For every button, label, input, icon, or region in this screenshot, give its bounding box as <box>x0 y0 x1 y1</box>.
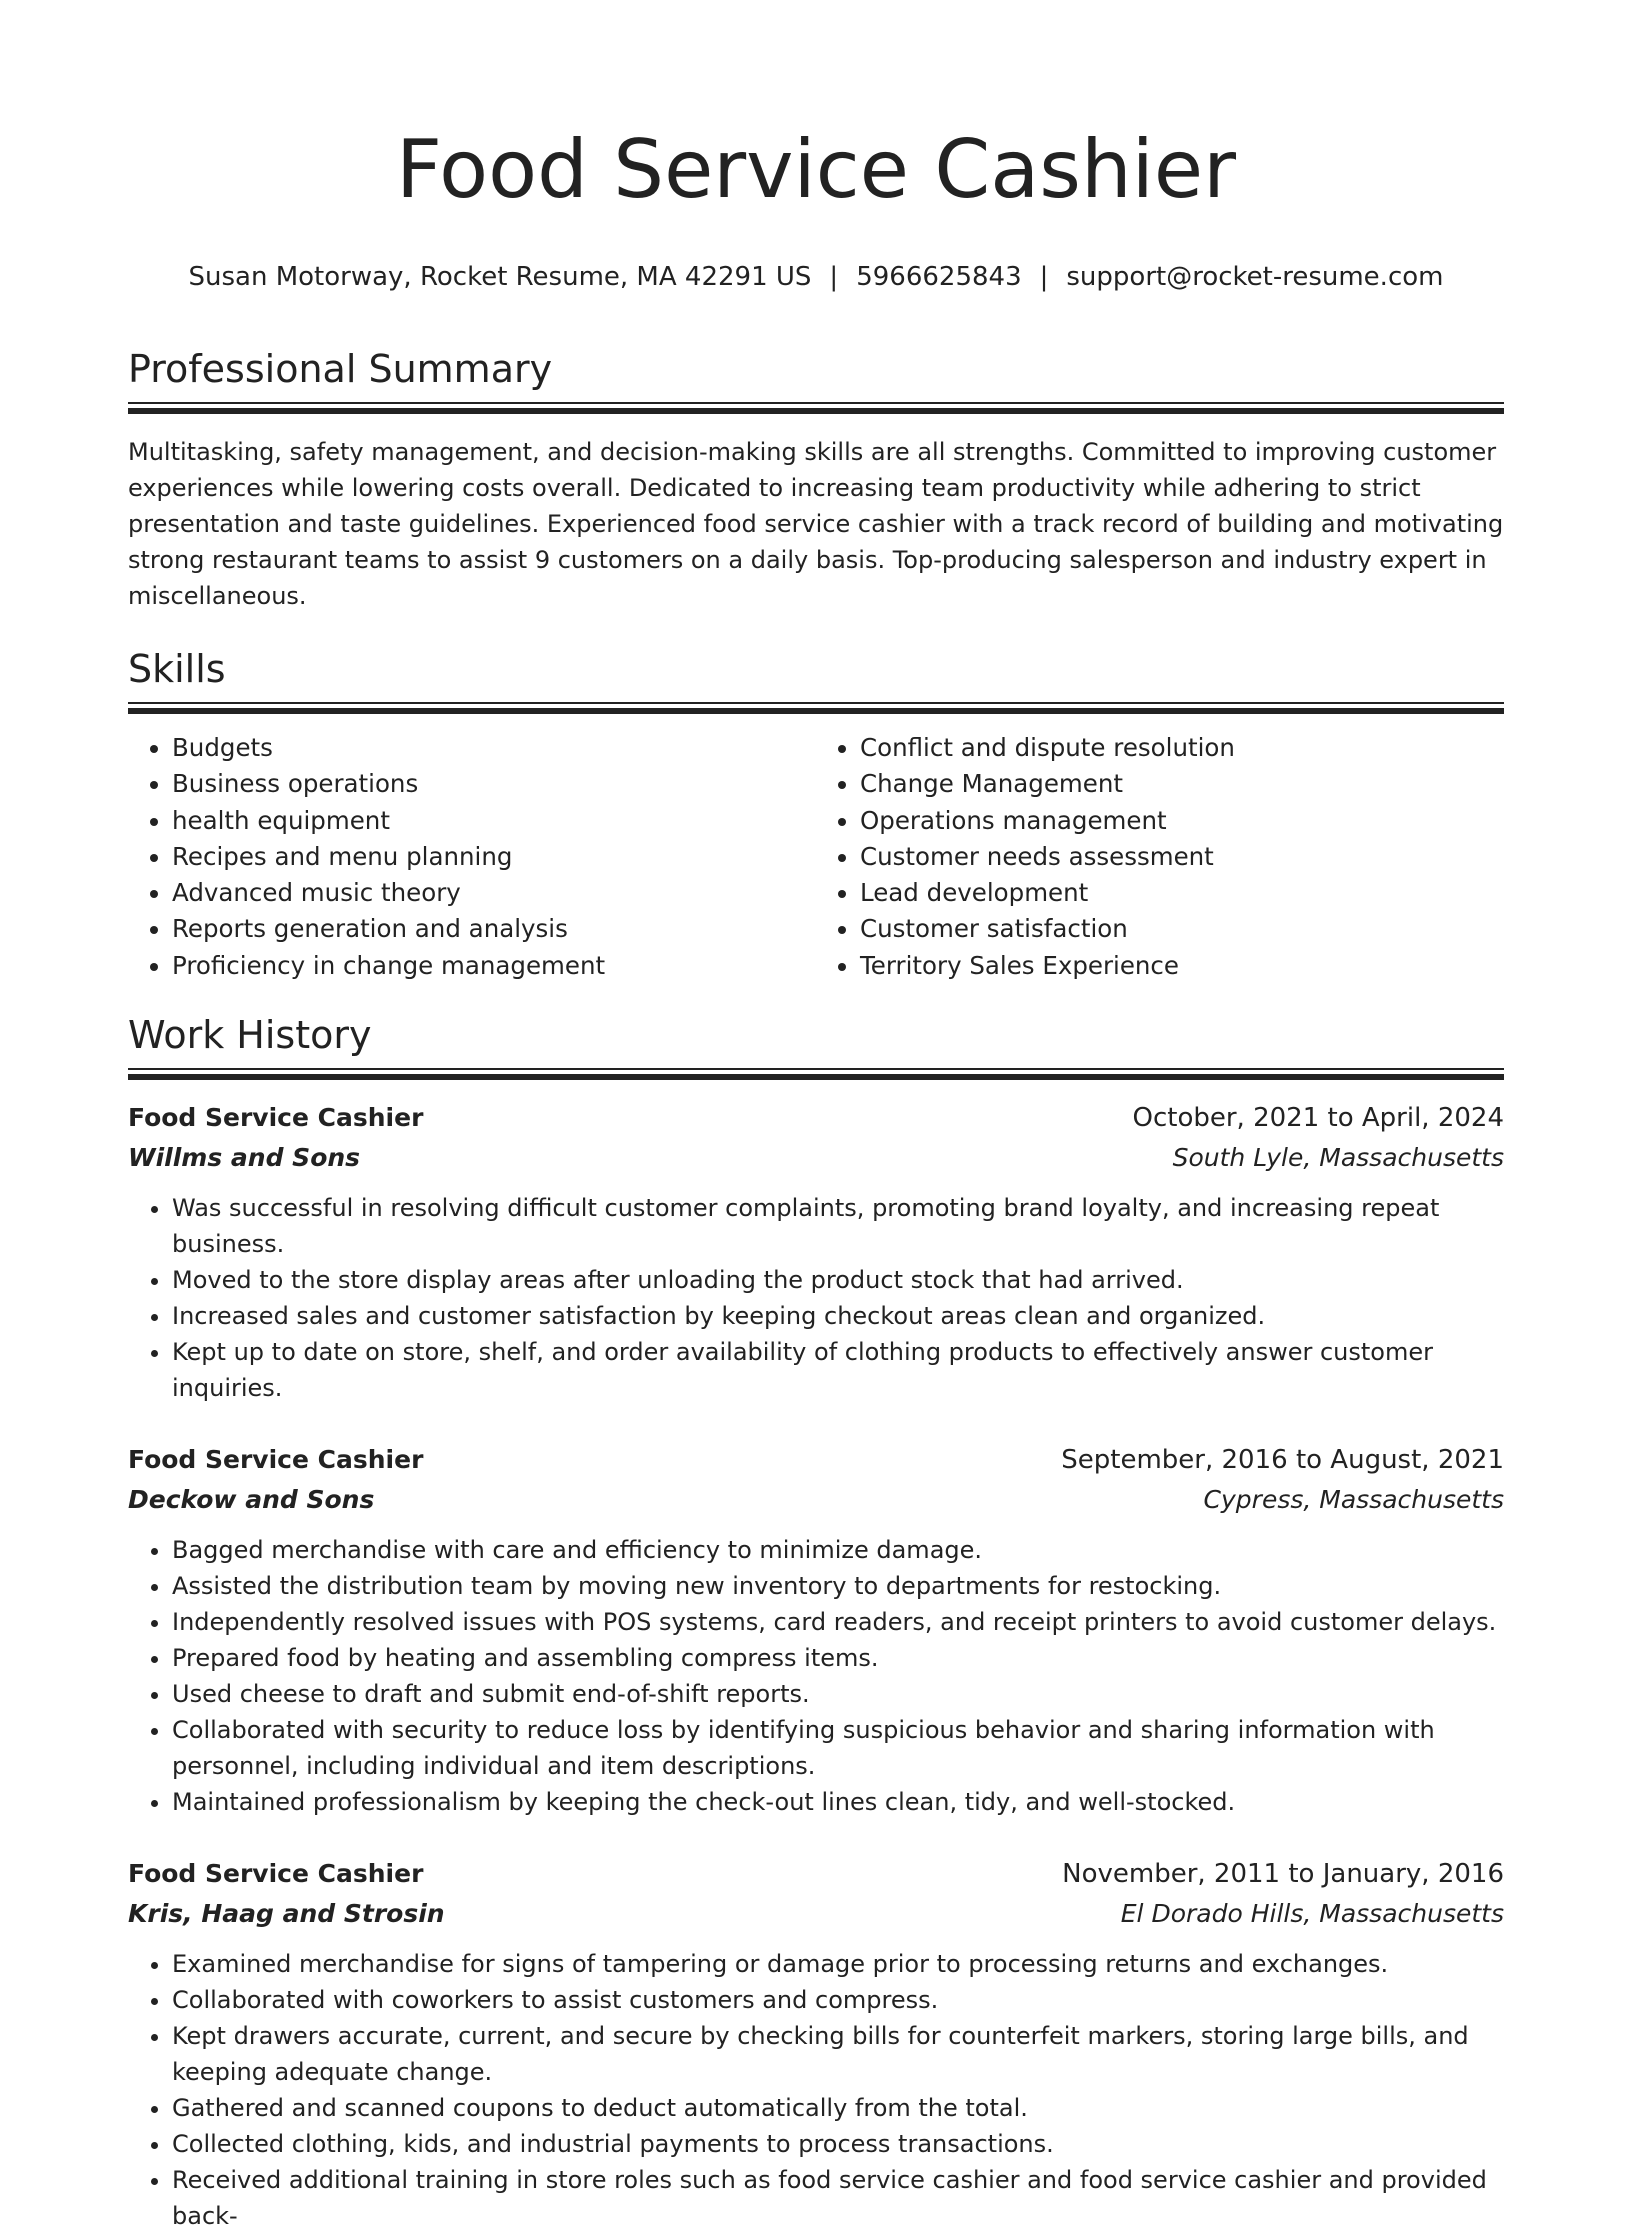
job-subheader-row <box>128 1480 1504 1520</box>
job-entry <box>128 1098 1504 1406</box>
job-header-row <box>128 1854 1504 1894</box>
job-bullet: • Moved to the store display areas after unloading the product stock that had arrived. <box>172 1262 1504 1298</box>
job-company: Kris, Haag and Strosin <box>128 1899 445 1929</box>
job-bullets <box>128 1532 1504 1820</box>
job-bullet: • Assisted the distribution team by moving new inventory to departments for restocking. <box>172 1568 1504 1604</box>
resume-page <box>128 0 1504 2234</box>
job-bullet: • Received additional training in store roles such as food service cashier and food service cashier and provided back- <box>172 2162 1504 2234</box>
work-history-heading: Work History <box>128 1013 372 1058</box>
job-subheader-row <box>128 1894 1504 1934</box>
skill-item: • Change Management <box>860 766 1504 802</box>
job-title: Food Service Cashier <box>128 1859 424 1889</box>
job-entry <box>128 1854 1504 2234</box>
skill-item: • Customer needs assessment <box>860 839 1504 875</box>
skill-item: • Customer satisfaction <box>860 911 1504 947</box>
job-bullets <box>128 1190 1504 1406</box>
skill-item: • Reports generation and analysis <box>172 911 816 947</box>
job-bullets <box>128 1946 1504 2234</box>
summary-section <box>128 344 1504 614</box>
summary-heading: Professional Summary <box>128 347 553 391</box>
job-subheader-row <box>128 1138 1504 1178</box>
job-dates: November, 2011 to January, 2016 <box>1062 1859 1504 1890</box>
job-bullet: • Collaborated with security to reduce loss by identifying suspicious behavior and sharing information with personnel, including individual and item descriptions. <box>172 1712 1504 1784</box>
job-bullet: • Collaborated with coworkers to assist customers and compress. <box>172 1982 1504 2018</box>
skills-list-right <box>816 730 1504 984</box>
job-bullet: • Maintained professionalism by keeping the check-out lines clean, tidy, and well-stocked. <box>172 1784 1504 1820</box>
job-bullet: • Bagged merchandise with care and efficiency to minimize damage. <box>172 1532 1504 1568</box>
summary-text: Multitasking, safety management, and decision-making skills are all strengths. Committed to improving customer experiences while lowering costs overall. Dedicated to increasing team productivity while adhering to strict presentation and taste guidelines. Experienced food service cashier with a track record of building and motivating strong restaurant teams to assist 9 customers on a daily basis. Top-producing salesperson and industry expert in miscellaneous. <box>128 438 1504 610</box>
job-bullet: • Gathered and scanned coupons to deduct automatically from the total. <box>172 2090 1504 2126</box>
job-bullet: • Was successful in resolving difficult customer complaints, promoting brand loyalty, and increasing repeat business. <box>172 1190 1504 1262</box>
job-bullet: • Kept up to date on store, shelf, and order availability of clothing products to effectively answer customer inquiries. <box>172 1334 1504 1406</box>
job-bullet: • Used cheese to draft and submit end-of-shift reports. <box>172 1676 1504 1712</box>
skill-item: • Business operations <box>172 766 816 802</box>
work-history-section <box>128 1010 1504 2234</box>
skill-item: • health equipment <box>172 803 816 839</box>
contact-phone: 5966625843 <box>856 262 1022 292</box>
contact-line <box>128 258 1504 296</box>
job-bullet: • Independently resolved issues with POS systems, card readers, and receipt printers to avoid customer delays. <box>172 1604 1504 1640</box>
skill-item: • Proficiency in change management <box>172 948 816 984</box>
job-header-row <box>128 1440 1504 1480</box>
contact-separator: | <box>829 262 839 292</box>
skill-item: • Advanced music theory <box>172 875 816 911</box>
job-bullet: • Increased sales and customer satisfaction by keeping checkout areas clean and organized. <box>172 1298 1504 1334</box>
skill-item: • Conflict and dispute resolution <box>860 730 1504 766</box>
job-bullet: • Kept drawers accurate, current, and secure by checking bills for counterfeit markers, storing large bills, and keeping adequate change. <box>172 2018 1504 2090</box>
section-rule <box>128 702 1504 714</box>
job-dates: September, 2016 to August, 2021 <box>1061 1445 1504 1476</box>
skill-item: • Budgets <box>172 730 816 766</box>
section-rule <box>128 402 1504 414</box>
job-company: Deckow and Sons <box>128 1485 375 1515</box>
job-location: South Lyle, Massachusetts <box>1172 1143 1504 1173</box>
skills-heading: Skills <box>128 647 226 691</box>
contact-separator: | <box>1039 262 1049 292</box>
section-rule <box>128 1068 1504 1080</box>
skill-item: • Lead development <box>860 875 1504 911</box>
job-bullet: • Examined merchandise for signs of tampering or damage prior to processing returns and exchanges. <box>172 1946 1504 1982</box>
resume-title: Food Service Cashier <box>396 123 1236 216</box>
skills-columns <box>128 730 1504 984</box>
job-location: Cypress, Massachusetts <box>1203 1485 1504 1515</box>
job-bullet: • Prepared food by heating and assembling compress items. <box>172 1640 1504 1676</box>
contact-address: Susan Motorway, Rocket Resume, MA 42291 US <box>188 262 812 292</box>
skill-item: • Recipes and menu planning <box>172 839 816 875</box>
skills-list-left <box>128 730 816 984</box>
job-header-row <box>128 1098 1504 1138</box>
contact-email: support@rocket-resume.com <box>1066 262 1444 292</box>
job-dates: October, 2021 to April, 2024 <box>1132 1103 1504 1134</box>
skills-section <box>128 644 1504 984</box>
skill-item: • Operations management <box>860 803 1504 839</box>
skill-item: • Territory Sales Experience <box>860 948 1504 984</box>
job-company: Willms and Sons <box>128 1143 361 1173</box>
job-bullet: • Collected clothing, kids, and industrial payments to process transactions. <box>172 2126 1504 2162</box>
job-entry <box>128 1440 1504 1820</box>
job-location: El Dorado Hills, Massachusetts <box>1120 1899 1504 1929</box>
job-title: Food Service Cashier <box>128 1445 424 1475</box>
job-title: Food Service Cashier <box>128 1103 424 1133</box>
